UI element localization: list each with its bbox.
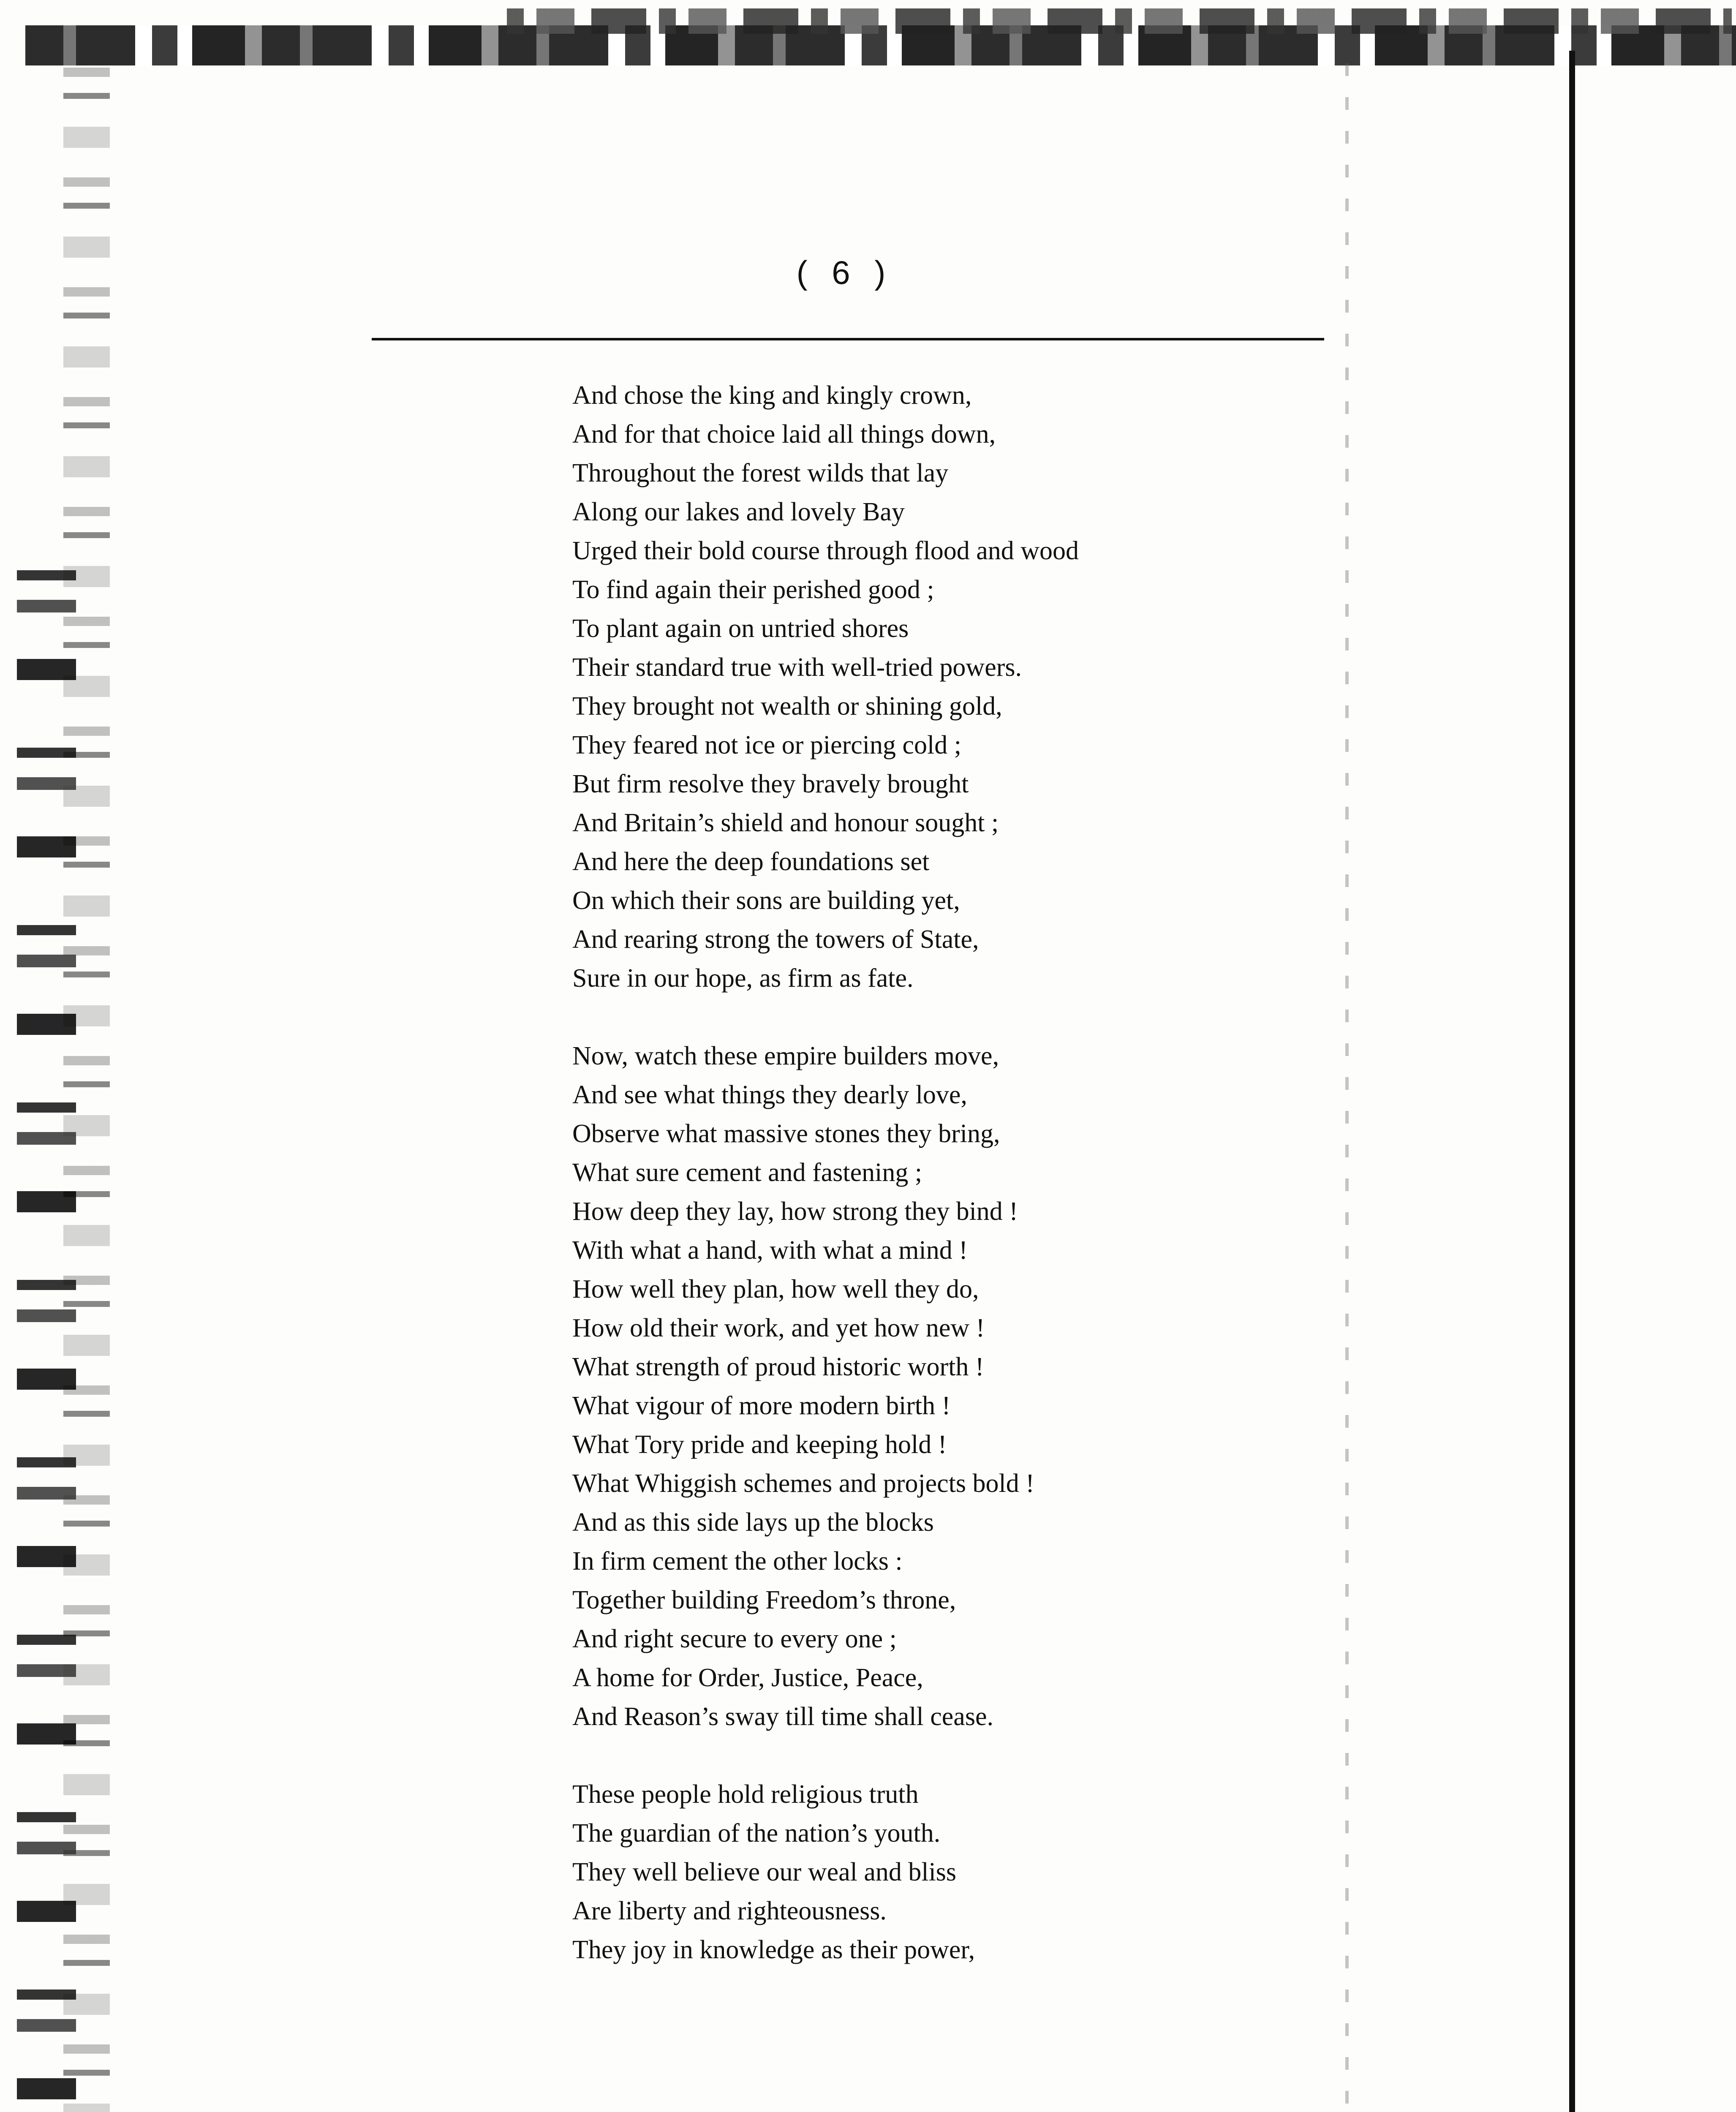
poem-line: They well believe our weal and bliss	[572, 1858, 957, 1886]
poem-line: How deep they lay, how strong they bind !	[572, 1197, 1018, 1226]
poem-line: They joy in knowledge as their power,	[572, 1935, 975, 1964]
poem-line: And right secure to every one ;	[572, 1625, 897, 1653]
poem-line: In firm cement the other locks :	[572, 1547, 903, 1576]
poem-line: And chose the king and kingly crown,	[572, 381, 972, 410]
poem-line: These people hold religious truth	[572, 1780, 919, 1809]
poem-line: And Reason’s sway till time shall cease.	[572, 1702, 993, 1731]
stanza-1	[572, 376, 1333, 998]
page-number: ( 6 )	[796, 254, 893, 291]
poem-line: And for that choice laid all things down,	[572, 420, 996, 449]
poem-line: On which their sons are building yet,	[572, 886, 960, 915]
poem-line: And as this side lays up the blocks	[572, 1508, 934, 1537]
header-rule	[372, 338, 1324, 340]
poem-line: Along our lakes and lovely Bay	[572, 498, 905, 526]
scan-artifact-binding-marks	[17, 570, 76, 2112]
poem-line: Observe what massive stones they bring,	[572, 1119, 1000, 1148]
page-edge-line	[1569, 51, 1575, 2112]
poem-line: With what a hand, with what a mind !	[572, 1236, 968, 1265]
scan-artifact-bleedthrough	[507, 8, 1732, 34]
poem-line: Their standard true with well-tried powers.	[572, 653, 1022, 682]
stanza-2	[572, 1037, 1333, 1736]
poem-line: Throughout the forest wilds that lay	[572, 459, 949, 487]
stanza-3	[572, 1775, 1333, 1969]
poem-line: What sure cement and fastening ;	[572, 1158, 922, 1187]
scan-artifact-right-shadow	[1345, 63, 1349, 2112]
poem-line: The guardian of the nation’s youth.	[572, 1819, 941, 1848]
poem	[572, 376, 1333, 2008]
poem-line: Urged their bold course through flood and wood	[572, 536, 1079, 565]
poem-line: What vigour of more modern birth !	[572, 1391, 951, 1420]
poem-line: And Britain’s shield and honour sought ;	[572, 808, 999, 837]
poem-line: How old their work, and yet how new !	[572, 1314, 985, 1342]
poem-line: And see what things they dearly love,	[572, 1080, 967, 1109]
poem-line: Now, watch these empire builders move,	[572, 1042, 999, 1070]
poem-line: How well they plan, how well they do,	[572, 1275, 979, 1304]
poem-line: Together building Freedom’s throne,	[572, 1586, 956, 1614]
poem-line: What Whiggish schemes and projects bold !	[572, 1469, 1034, 1498]
poem-line: To plant again on untried shores	[572, 614, 909, 643]
poem-line: Sure in our hope, as firm as fate.	[572, 964, 914, 993]
poem-line: What strength of proud historic worth !	[572, 1353, 984, 1381]
poem-line: And here the deep foundations set	[572, 847, 930, 876]
poem-line: A home for Order, Justice, Peace,	[572, 1663, 923, 1692]
poem-line: And rearing strong the towers of State,	[572, 925, 979, 954]
poem-line: What Tory pride and keeping hold !	[572, 1430, 947, 1459]
poem-line: They feared not ice or piercing cold ;	[572, 731, 961, 759]
poem-line: They brought not wealth or shining gold,	[572, 692, 1002, 721]
poem-line: But firm resolve they bravely brought	[572, 770, 969, 798]
poem-line: Are liberty and righteousness.	[572, 1897, 887, 1925]
poem-line: To find again their perished good ;	[572, 575, 934, 604]
